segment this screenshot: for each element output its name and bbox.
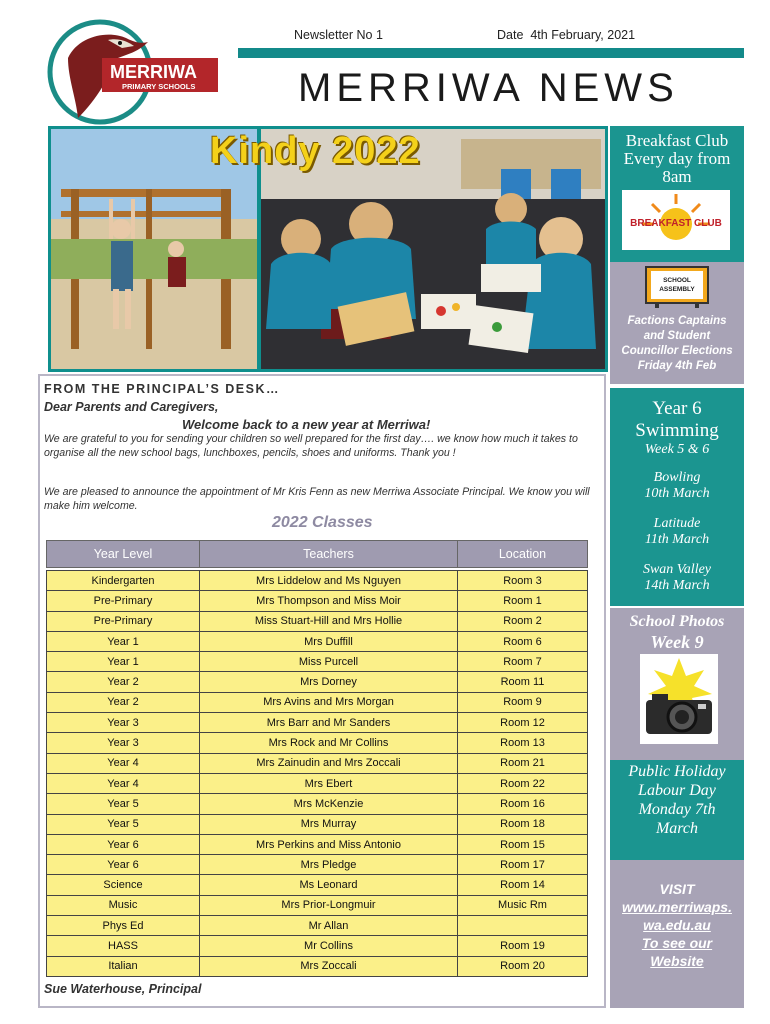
cell-teachers: Mrs Duffill <box>200 631 458 651</box>
cell-teachers: Mrs Pledge <box>200 855 458 875</box>
table-row <box>47 753 588 773</box>
cell-year-level: Year 3 <box>47 733 200 753</box>
cell-teachers: Mrs Barr and Mr Sanders <box>200 713 458 733</box>
visit-line-2: www.merriwaps. <box>622 899 732 915</box>
holiday-line-3: Monday 7th <box>638 801 716 818</box>
cell-year-level: Year 2 <box>47 692 200 712</box>
cell-year-level: Pre-Primary <box>47 611 200 631</box>
swim-event-latitude <box>610 516 744 548</box>
cell-year-level: Year 3 <box>47 713 200 733</box>
cell-location: Room 18 <box>458 814 588 834</box>
principal-heading: FROM THE PRINCIPAL’S DESK… <box>44 382 281 396</box>
swimming-line-2: Swimming <box>635 420 719 441</box>
school-assembly-logo <box>645 266 709 308</box>
swimming-weeks: Week 5 & 6 <box>644 442 710 457</box>
breakfast-line-2: Every day from <box>623 149 731 168</box>
cell-teachers: Mrs Rock and Mr Collins <box>200 733 458 753</box>
swim-event-name: Latitude <box>653 516 701 531</box>
header-year-level: Year Level <box>47 541 200 568</box>
breakfast-club-text <box>610 132 744 186</box>
cell-teachers: Ms Leonard <box>200 875 458 895</box>
visit-line-5: Website <box>650 953 704 969</box>
cell-teachers: Mrs Prior-Longmuir <box>200 895 458 915</box>
header-teachers: Teachers <box>200 541 458 568</box>
swimming-line-1: Year 6 <box>652 398 702 419</box>
cell-location: Room 15 <box>458 834 588 854</box>
swim-event-name: Swan Valley <box>642 562 712 577</box>
camera-icon <box>640 654 718 744</box>
date-value: 4th February, 2021 <box>530 28 636 42</box>
cell-location: Room 14 <box>458 875 588 895</box>
swim-event-name: Bowling <box>653 470 701 485</box>
table-row <box>47 855 588 875</box>
cell-location: Room 3 <box>458 571 588 591</box>
swim-event-date: 10th March <box>644 486 710 501</box>
cell-location: Room 6 <box>458 631 588 651</box>
cell-location: Music Rm <box>458 895 588 915</box>
swimming-title <box>610 398 744 458</box>
assembly-line-3: Councillor Elections <box>621 345 733 357</box>
cell-teachers: Mr Allan <box>200 916 458 936</box>
table-row <box>47 936 588 956</box>
cell-teachers: Mrs Dorney <box>200 672 458 692</box>
cell-year-level: Science <box>47 875 200 895</box>
website-link[interactable] <box>610 898 744 970</box>
cell-teachers: Miss Purcell <box>200 652 458 672</box>
photos-line-1: School Photos <box>629 613 725 630</box>
cell-location: Room 12 <box>458 713 588 733</box>
table-row <box>47 956 588 976</box>
cell-year-level: Year 5 <box>47 794 200 814</box>
cell-location: Room 9 <box>458 692 588 712</box>
cell-teachers: Mrs Thompson and Miss Moir <box>200 591 458 611</box>
swim-event-bowling <box>610 470 744 502</box>
classes-table <box>46 540 588 977</box>
cell-location: Room 1 <box>458 591 588 611</box>
cell-location: Room 7 <box>458 652 588 672</box>
cell-teachers: Mrs McKenzie <box>200 794 458 814</box>
cell-location: Room 2 <box>458 611 588 631</box>
table-row <box>47 591 588 611</box>
table-row <box>47 773 588 793</box>
table-row <box>47 652 588 672</box>
cell-location: Room 11 <box>458 672 588 692</box>
holiday-line-4: March <box>655 820 699 837</box>
table-row <box>47 814 588 834</box>
swim-event-swan-valley <box>610 562 744 594</box>
table-row <box>47 794 588 814</box>
breakfast-line-3: 8am <box>662 167 692 186</box>
holiday-line-2: Labour Day <box>638 782 716 799</box>
cell-location: Room 21 <box>458 753 588 773</box>
cell-year-level: Music <box>47 895 200 915</box>
public-holiday-text <box>610 762 744 838</box>
table-row <box>47 834 588 854</box>
table-row <box>47 733 588 753</box>
cell-teachers: Mrs Avins and Mrs Morgan <box>200 692 458 712</box>
cell-year-level: Year 5 <box>47 814 200 834</box>
assembly-line-1: Factions Captains <box>627 315 727 327</box>
table-row <box>47 611 588 631</box>
cell-teachers: Mrs Ebert <box>200 773 458 793</box>
principal-paragraph-1: We are grateful to you for sending your children so well prepared for the first day…. we know how much it takes to organise all the new school bags, lunchboxes, pencils, shoes and uniforms. Thank you ! <box>44 433 578 459</box>
table-row <box>47 916 588 936</box>
cell-teachers: Miss Stuart-Hill and Mrs Hollie <box>200 611 458 631</box>
photos-line-2: Week 9 <box>650 632 704 652</box>
header-rule <box>238 48 744 58</box>
kindy-title: Kindy 2022 <box>210 130 421 172</box>
table-row <box>47 875 588 895</box>
newsletter-date <box>497 28 635 42</box>
visit-line-3: wa.edu.au <box>643 917 711 933</box>
school-logo <box>38 18 218 126</box>
assembly-line-4: Friday 4th Feb <box>637 360 717 372</box>
assembly-logo-line-2: ASSEMBLY <box>659 286 695 293</box>
header-location: Location <box>458 541 588 568</box>
table-row <box>47 895 588 915</box>
cell-teachers: Mr Collins <box>200 936 458 956</box>
swim-event-date: 11th March <box>644 532 710 547</box>
cell-year-level: Year 2 <box>47 672 200 692</box>
table-row <box>47 672 588 692</box>
table-row <box>47 571 588 591</box>
assembly-line-2: and Student <box>643 330 711 342</box>
cell-location: Room 19 <box>458 936 588 956</box>
principal-paragraph-2: We are pleased to announce the appointment of Mr Kris Fenn as new Merriwa Associate Principal. We know you will make him welcome. <box>44 486 590 512</box>
cell-year-level: Year 6 <box>47 855 200 875</box>
breakfast-club-logo <box>622 190 730 250</box>
breakfast-logo-text: BREAKFAST CLUB <box>630 218 722 229</box>
cell-location: Room 20 <box>458 956 588 976</box>
table-row <box>47 713 588 733</box>
cell-year-level: Italian <box>47 956 200 976</box>
cell-year-level: Kindergarten <box>47 571 200 591</box>
cell-location: Room 13 <box>458 733 588 753</box>
table-row <box>47 631 588 651</box>
cell-year-level: Phys Ed <box>47 916 200 936</box>
cell-teachers: Mrs Liddelow and Ms Nguyen <box>200 571 458 591</box>
masthead-title: MERRIWA NEWS <box>298 66 679 110</box>
cell-teachers: Mrs Zoccali <box>200 956 458 976</box>
logo-school-sub: PRIMARY SCHOOLS <box>122 82 196 91</box>
visit-line-1: VISIT <box>659 881 695 897</box>
cell-location: Room 22 <box>458 773 588 793</box>
cell-year-level: Pre-Primary <box>47 591 200 611</box>
cell-location <box>458 916 588 936</box>
logo-school-name: MERRIWA <box>110 62 197 82</box>
welcome-line: Welcome back to a new year at Merriwa! <box>182 417 431 432</box>
cell-year-level: Year 1 <box>47 652 200 672</box>
visit-website-text <box>610 880 744 970</box>
classes-title: 2022 Classes <box>272 514 373 531</box>
visit-line-4: To see our <box>641 935 713 951</box>
classes-table-body <box>47 568 588 977</box>
assembly-logo-line-1: SCHOOL <box>663 277 691 284</box>
cell-year-level: Year 4 <box>47 773 200 793</box>
swim-event-date: 14th March <box>644 578 710 593</box>
cell-year-level: Year 4 <box>47 753 200 773</box>
school-photos-title <box>610 612 744 652</box>
cell-teachers: Mrs Zainudin and Mrs Zoccali <box>200 753 458 773</box>
cell-year-level: Year 6 <box>47 834 200 854</box>
table-row <box>47 692 588 712</box>
newsletter-number: Newsletter No 1 <box>294 28 383 42</box>
cell-teachers: Mrs Perkins and Miss Antonio <box>200 834 458 854</box>
assembly-text <box>610 314 744 374</box>
cell-location: Room 16 <box>458 794 588 814</box>
cell-teachers: Mrs Murray <box>200 814 458 834</box>
principal-signoff: Sue Waterhouse, Principal <box>44 982 202 996</box>
holiday-line-1: Public Holiday <box>628 763 726 780</box>
date-label: Date <box>497 28 524 42</box>
principal-greeting: Dear Parents and Caregivers, <box>44 400 219 414</box>
table-header-row <box>47 541 588 568</box>
cell-year-level: HASS <box>47 936 200 956</box>
breakfast-line-1: Breakfast Club <box>625 131 729 150</box>
cell-location: Room 17 <box>458 855 588 875</box>
cell-year-level: Year 1 <box>47 631 200 651</box>
